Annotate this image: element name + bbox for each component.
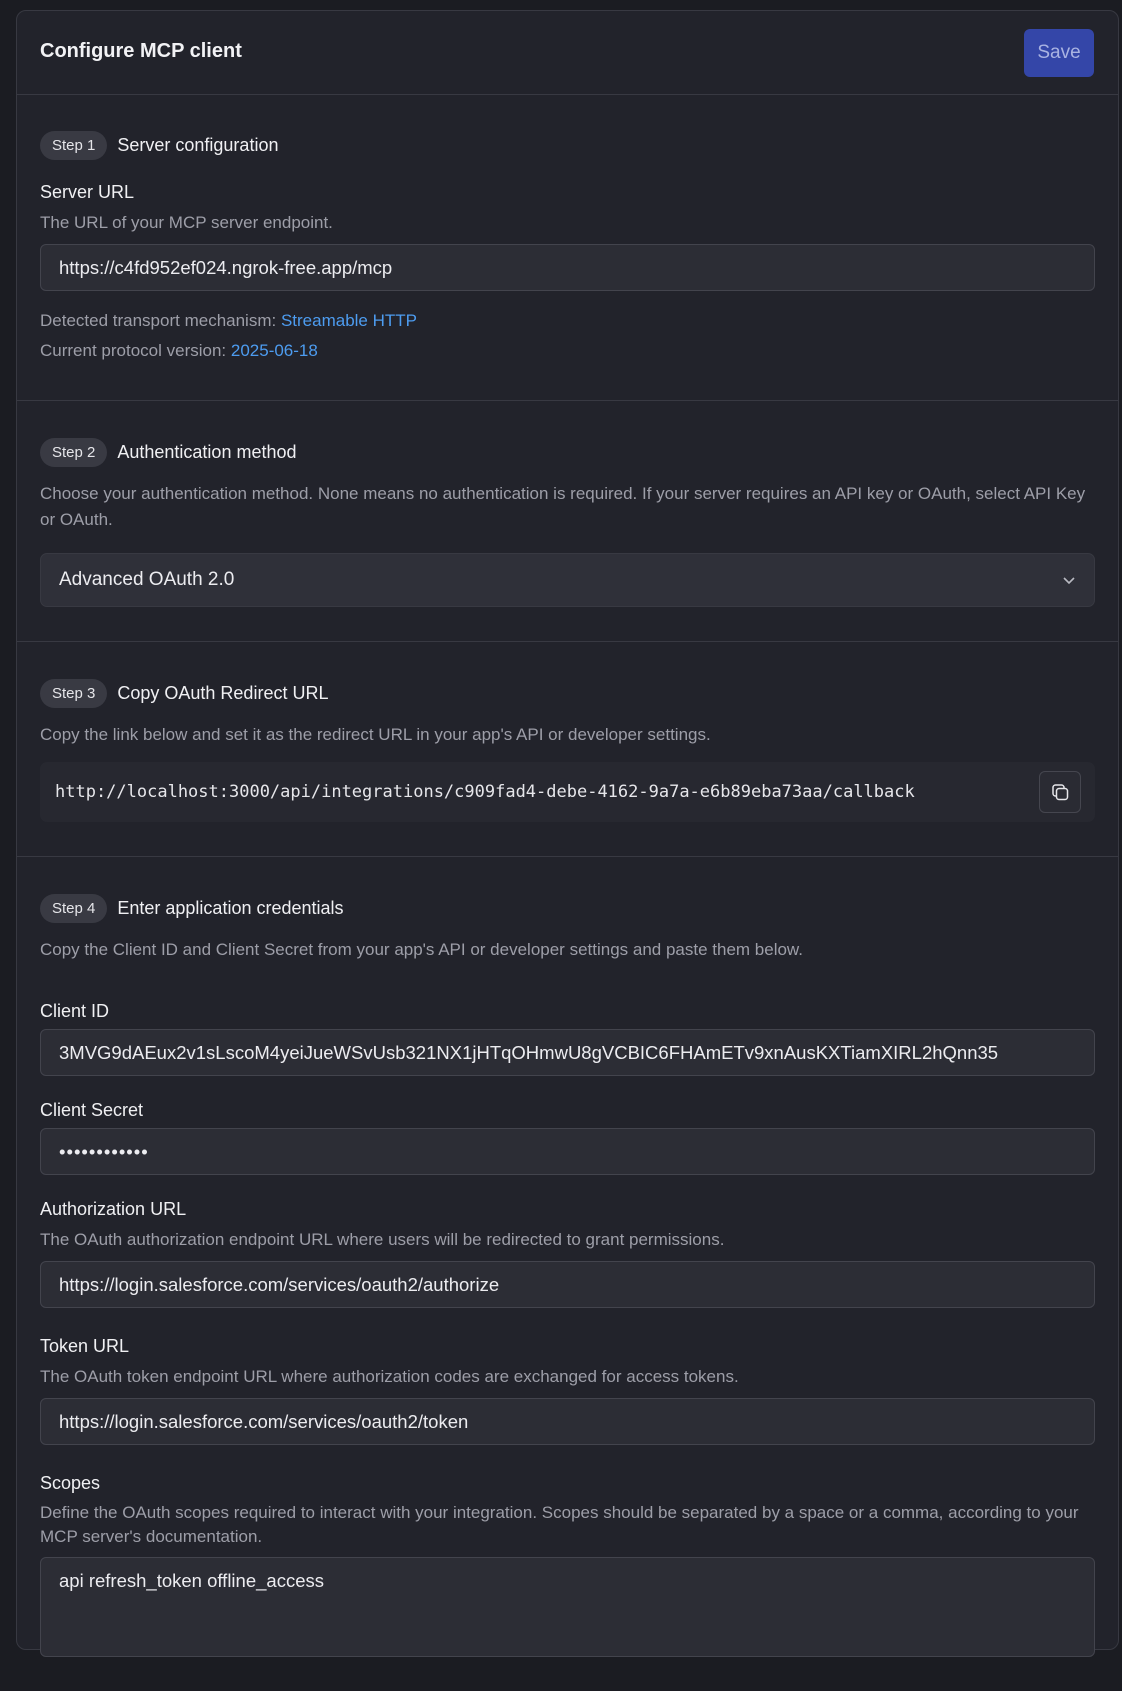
copy-icon [1050, 782, 1070, 802]
step-title: Authentication method [117, 441, 297, 462]
server-url-description: The URL of your MCP server endpoint. [40, 213, 333, 232]
step-badge: Step 4 [40, 894, 107, 923]
protocol-value: 2025-06-18 [230, 341, 318, 360]
step-badge: Step 3 [40, 679, 107, 708]
step-badge: Step 1 [40, 131, 107, 160]
auth-method-select[interactable] [40, 553, 1095, 607]
server-url-label: Server URL [40, 182, 135, 202]
copy-button[interactable] [1039, 771, 1081, 813]
step3-section [17, 642, 1118, 857]
authorization-url-description: The OAuth authorization endpoint URL where users will be redirected to grant permissions. [40, 1230, 725, 1249]
server-url-input[interactable]: https://c4fd952ef024.ngrok-free.app/mcp [40, 244, 1095, 291]
redirect-url-description: Copy the link below and set it as the redirect URL in your app's API or developer settings. [40, 725, 711, 744]
authorization-url-input[interactable]: https://login.salesforce.com/services/oauth2/authorize [40, 1261, 1095, 1308]
configure-mcp-client-panel [16, 10, 1119, 1650]
token-url-description: The OAuth token endpoint URL where authorization codes are exchanged for access tokens. [40, 1367, 739, 1386]
step-title: Server configuration [117, 134, 279, 155]
redirect-url: http://localhost:3000/api/integrations/c909fad4-debe-4162-9a7a-e6b89eba73aa/callback [55, 782, 915, 802]
step-badge: Step 2 [40, 438, 107, 467]
transport-value: Streamable HTTP [280, 311, 417, 330]
step-title: Copy OAuth Redirect URL [117, 682, 329, 703]
step-title: Enter application credentials [117, 897, 344, 918]
save-button[interactable]: Save [1024, 29, 1094, 77]
transport-label: Detected transport mechanism: [40, 311, 281, 330]
client-secret-input[interactable]: •••••••••••• [40, 1128, 1095, 1175]
client-id-label: Client ID [40, 1001, 110, 1021]
panel-header [17, 11, 1118, 95]
auth-method-selected: Advanced OAuth 2.0 [59, 569, 235, 590]
auth-method-description: Choose your authentication method. None means no authentication is required. If your server requires an API key or OAuth, select API Key or OAuth. [40, 484, 1086, 529]
protocol-label: Current protocol version: [40, 341, 231, 360]
protocol-info [40, 336, 1095, 366]
page-title: Configure MCP client [40, 40, 242, 62]
client-id-input[interactable]: 3MVG9dAEux2v1sLscoM4yeiJueWSvUsb321NX1jHTqOHmwU8gVCBIC6FHAmETv9xnAusKXTiamXIRL2hQnn35 [40, 1029, 1095, 1076]
step4-section [17, 857, 1118, 1691]
step1-section [17, 95, 1118, 401]
scopes-description: Define the OAuth scopes required to interact with your integration. Scopes should be separated by a space or a comma, according to your MCP server's documentation. [40, 1503, 1079, 1546]
client-secret-label: Client Secret [40, 1100, 144, 1120]
chevron-down-icon [1062, 575, 1076, 585]
authorization-url-label: Authorization URL [40, 1199, 187, 1219]
step2-section [17, 401, 1118, 642]
transport-info [40, 306, 1095, 336]
credentials-description: Copy the Client ID and Client Secret from your app's API or developer settings and paste them below. [40, 940, 803, 959]
token-url-label: Token URL [40, 1336, 130, 1356]
scopes-label: Scopes [40, 1473, 101, 1493]
token-url-input[interactable]: https://login.salesforce.com/services/oauth2/token [40, 1398, 1095, 1445]
scopes-textarea[interactable]: api refresh_token offline_access [40, 1557, 1095, 1657]
redirect-url-box [40, 762, 1095, 822]
